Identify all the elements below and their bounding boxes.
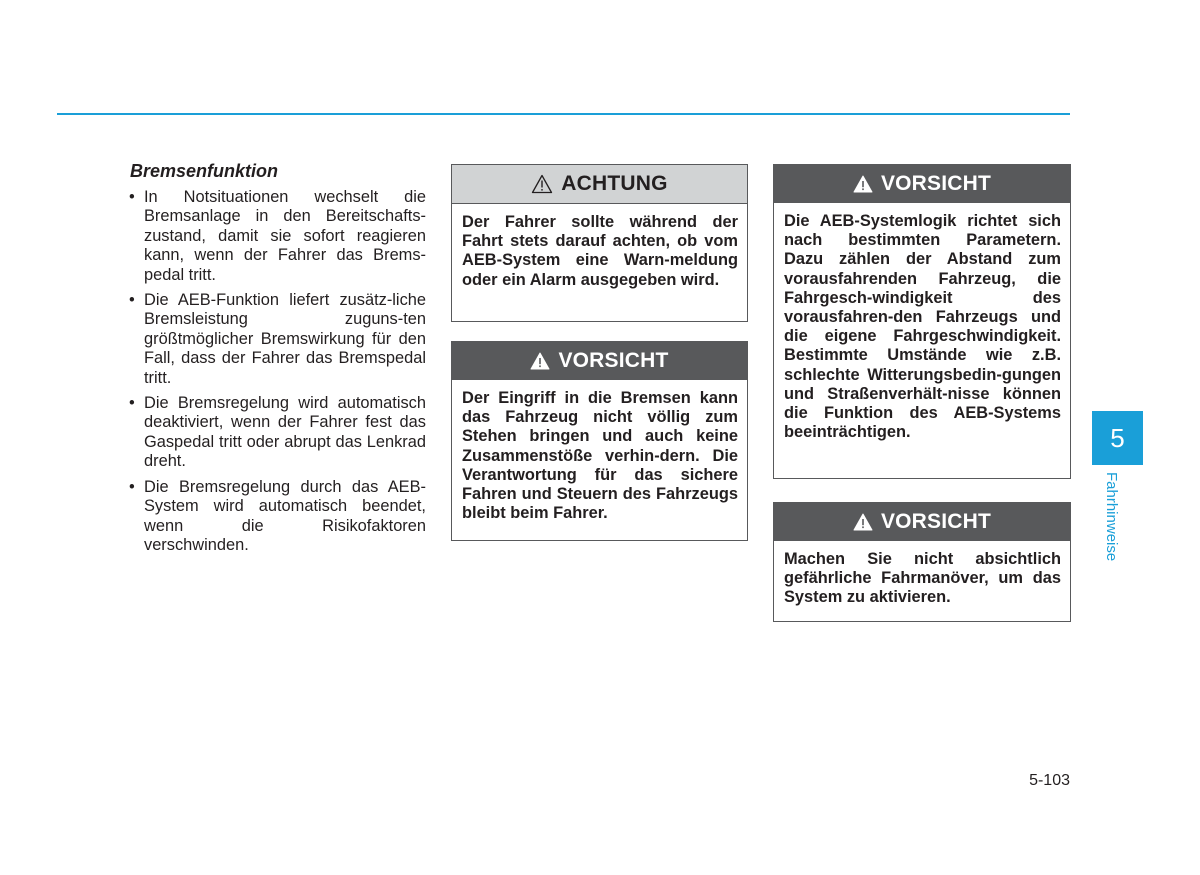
warning-box-heading: VORSICHT (880, 510, 992, 533)
list-item: • Die AEB-Funktion liefert zusätz-liche Bremsleistung zuguns-ten größtmöglicher Bremswirkung für den Fall, dass der Fahrer das Bremspedal tritt. (128, 291, 426, 388)
warning-filled-triangle-icon (853, 513, 873, 531)
caution-box-text: Der Fahrer sollte während der Fahrt stets darauf achten, ob vom AEB-System eine Warn-meldung oder ein Alarm ausgegeben wird. (462, 213, 738, 289)
warning-box-brake-intervention (451, 341, 748, 541)
warning-box-text: Der Eingriff in die Bremsen kann das Fahrzeug nicht völlig zum Stehen bringen und auch keine Zusammenstöße verhin-dern. Die Verantwortung für das sichere Fahren und Steuern des Fahrzeugs bleibt beim Fahrer. (462, 389, 738, 523)
caution-outline-triangle-icon (531, 174, 553, 194)
warning-box-header (774, 503, 1070, 541)
list-item: • In Notsituationen wechselt die Bremsanlage in den Bereitschafts-zustand, damit sie sofort reagieren kann, wenn der Fahrer das Brems-pedal tritt. (128, 188, 426, 285)
warning-box-system-logic (773, 164, 1071, 479)
chapter-tab (1092, 411, 1143, 465)
caution-box-achtung (451, 164, 748, 322)
list-item: • Die Bremsregelung durch das AEB-System wird automatisch beendet, wenn die Risikofaktoren verschwinden. (128, 478, 426, 556)
warning-filled-triangle-icon (530, 352, 550, 370)
warning-filled-triangle-icon (853, 175, 873, 193)
page-number: 5-103 (1029, 772, 1070, 789)
header-rule (57, 113, 1070, 115)
warning-box-header (452, 342, 747, 380)
caution-box-header (452, 165, 747, 204)
caution-box-heading: ACHTUNG (561, 172, 668, 195)
warning-box-heading: VORSICHT (558, 349, 669, 372)
warning-box-heading: VORSICHT (880, 172, 992, 195)
warning-box-header (774, 165, 1070, 203)
section-title: Bremsenfunktion (130, 161, 279, 181)
warning-box-text: Machen Sie nicht absichtlich gefährliche Fahrmanöver, um das System zu aktivieren. (784, 550, 1061, 607)
list-item: • Die Bremsregelung wird automatisch deaktiviert, wenn der Fahrer fest das Gaspedal tritt oder abrupt das Lenkrad dreht. (128, 394, 426, 472)
warning-box-dangerous-maneuvers (773, 502, 1071, 622)
warning-box-text: Die AEB-Systemlogik richtet sich nach bestimmten Parametern. Dazu zählen der Abstand zum vorausfahrenden Fahrzeug, die Fahrgesch-windigkeit des vorausfahren-den Fahrzeugs und die eigene Fahrgeschwindigkeit. Bestimmte Umstände wie z.B. schlechte Witterungsbedin-gungen und Straßenverhält-nisse können die Funktion des AEB-Systems beeinträchtigen. (784, 212, 1061, 442)
bullet-list (128, 188, 426, 555)
brake-function-section (128, 160, 426, 561)
chapter-label: Fahrhinweise (1103, 472, 1120, 562)
chapter-number: 5 (1110, 422, 1125, 453)
